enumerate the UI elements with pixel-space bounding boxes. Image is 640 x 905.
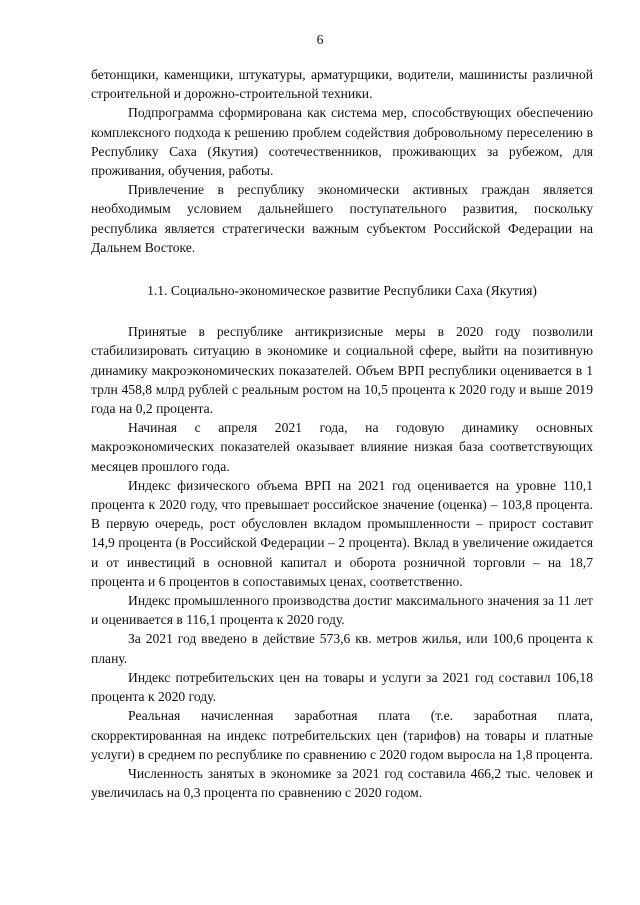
document-body [91,65,593,802]
section-heading: 1.1. Социально-экономическое развитие Республики Саха (Якутия) [147,283,537,299]
paragraph-industrial-index: Индекс промышленного производства достиг максимального значения за 11 лет и оценивается в 116,1 процента к 2020 году. [91,593,593,628]
paragraph-cpi: Индекс потребительских цен на товары и услуги за 2021 год составил 106,18 процента к 2020 году. [91,669,593,705]
paragraph-anticrisis: Принятые в республике антикризисные меры в 2020 году позволили стабилизировать ситуацию в экономике и социальной сфере, выйти на позитивную динамику макроэкономических показателей. Объем ВРП республики оценивается в 1 трлн 458,8 млрд рублей с реальным ростом на 10,5 процента к 2020 году и выше 2019 года на 0,2 процента. [91,324,593,417]
paragraph-real-wages: Реальная начисленная заработная плата (т.е. заработная плата, скорректированная на индекс потребительских цен (тарифов) на товары и платные услуги) в среднем по республике по сравнению с 2020 годом выросла на 1,8 процента. [91,708,593,762]
paragraph-subprogram: Подпрограмма сформирована как система мер, способствующих обеспечению комплексного подхода к решению проблем содействия добровольному переселению в Республику Саха (Якутия) соотечественников, проживающих за рубежом, для проживания, обучения, работы. [91,105,593,179]
paragraph-housing: За 2021 год введено в действие 573,6 кв. метров жилья, или 100,6 процента к плану. [91,631,593,666]
paragraph-employment: Численность занятых в экономике за 2021 год составила 466,2 тыс. человек и увеличилась на 0,3 процента по сравнению с 2020 годом. [91,765,593,801]
paragraph-attraction: Привлечение в республику экономически активных граждан является необходимым условием дальнейшего поступательного развития, поскольку республика является стратегически важным субъектом Российской Федерации на Дальнем Востоке. [91,182,593,255]
page-number: 6 [316,32,324,47]
paragraph-low-base: Начиная с апреля 2021 года, на годовую динамику основных макроэкономических показателей оказывает влияние низкая база соответствующих месяцев прошлого года. [91,420,593,474]
paragraph-profession-list: бетонщики, каменщики, штукатуры, арматурщики, водители, машинисты различной строительной и дорожно-строительной техники. [91,67,593,102]
paragraph-grp-index: Индекс физического объема ВРП на 2021 год оценивается на уровне 110,1 процента к 2020 году, что превышает российское значение (оценка) – 103,8 процента. В первую очередь, рост обусловлен вкладом промышленности – прирост составит 14,9 процента (в Российской Федерации – 2 процента). Вклад в увеличение ожидается и от инвестиций в основной капитал и оборота розничной торговли – на 18,7 процента и 6 процентов в сопоставимых ценах, соответственно. [91,477,593,589]
